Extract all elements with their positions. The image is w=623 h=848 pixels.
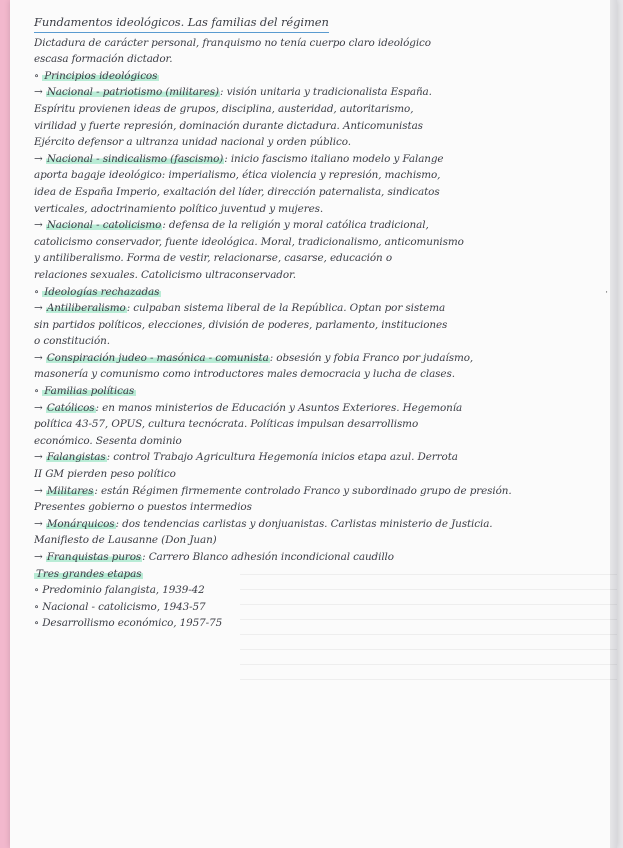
page-edge-shadow xyxy=(610,0,617,848)
familia-label: Falangistas xyxy=(46,451,106,464)
principio-text: Ejército defensor a ultranza unidad nacional y orden público. xyxy=(34,136,351,149)
familia-item: → Católicos: en manos ministerios de Educación y Asuntos Exteriores. Hegemonía xyxy=(34,401,463,414)
principio-label: Nacional - catolicismo xyxy=(46,219,162,232)
pink-background-edge xyxy=(0,0,10,848)
etapa-item: ∘ Nacional - catolicismo, 1943-57 xyxy=(34,600,206,613)
familia-item: → Franquistas puros: Carrero Blanco adhesión incondicional caudillo xyxy=(34,551,394,563)
rechazada-item: → Antiliberalismo: culpaban sistema liberal de la República. Optan por sistema xyxy=(34,302,446,315)
section-heading-etapas: Tres grandes etapas xyxy=(36,567,142,580)
rechazada-item: → Conspiración judeo - masónica - comunista: obsesión y fobia Franco por judaísmo, xyxy=(34,351,474,364)
familia-item: → Militares: están Régimen firmemente controlado Franco y subordinado grupo de presión. xyxy=(34,484,512,497)
familia-item: → Monárquicos: dos tendencias carlistas y donjuanistas. Carlistas ministerio de Justicia. xyxy=(34,517,493,530)
familia-item: → Falangistas: control Trabajo Agricultura Hegemonía inicios etapa azul. Derrota xyxy=(34,451,458,464)
rechazada-text: o constitución. xyxy=(34,335,110,348)
principio-item: → Nacional - catolicismo: defensa de la religión y moral católica tradicional, xyxy=(34,219,429,232)
principio-text: virilidad y fuerte represión, dominación durante dictadura. Anticomunistas xyxy=(34,119,423,132)
familia-text: económico. Sesenta dominio xyxy=(34,434,182,447)
familia-text: Presentes gobierno o puestos intermedios xyxy=(34,501,252,514)
rechazada-text: sin partidos políticos, elecciones, división de poderes, parlamento, instituciones xyxy=(34,318,448,331)
principio-text: aporta bagaje ideológico: imperialismo, ética violencia y represión, machismo, xyxy=(34,169,441,182)
etapa-item: ∘ Predominio falangista, 1939-42 xyxy=(34,584,205,597)
principio-text: Espíritu provienen ideas de grupos, disciplina, austeridad, autoritarismo, xyxy=(34,102,414,115)
principio-text: verticales, adoctrinamiento político juventud y mujeres. xyxy=(34,202,324,215)
principio-text: catolicismo conservador, fuente ideológica. Moral, tradicionalismo, anticomunismo xyxy=(34,235,464,248)
margin-mark: · xyxy=(605,288,608,298)
familia-label: Franquistas puros xyxy=(46,551,142,563)
intro-line: Dictadura de carácter personal, franquismo no tenía cuerpo claro ideológico xyxy=(34,36,431,49)
intro-line: escasa formación dictador. xyxy=(34,53,173,66)
principio-text: idea de España Imperio, exaltación del líder, dirección paternalista, sindicatos xyxy=(34,185,440,198)
principio-text: y antiliberalismo. Forma de vestir, relacionarse, casarse, educación o xyxy=(34,252,393,265)
familia-label: Católicos xyxy=(46,401,95,414)
notebook-page xyxy=(10,0,617,848)
principio-label: Nacional - sindicalismo (fascismo) xyxy=(46,152,224,165)
section-heading-familias: ∘ Familias políticas xyxy=(34,385,135,398)
familia-text: Manifiesto de Lausanne (Don Juan) xyxy=(34,534,217,547)
principio-text: relaciones sexuales. Catolicismo ultraconservador. xyxy=(34,268,296,281)
familia-text: II GM pierden peso político xyxy=(34,468,176,481)
rechazada-text: masonería y comunismo como introductores males democracia y lucha de clases. xyxy=(34,368,455,381)
rechazada-label: Conspiración judeo - masónica - comunista xyxy=(46,351,269,364)
principio-item: → Nacional - sindicalismo (fascismo): inicio fascismo italiano modelo y Falange xyxy=(34,152,444,165)
rechazada-label: Antiliberalismo xyxy=(46,302,126,315)
etapa-item: ∘ Desarrollismo económico, 1957-75 xyxy=(34,617,223,630)
handwritten-notes xyxy=(34,14,609,632)
principio-item: → Nacional - patriotismo (militares): visión unitaria y tradicionalista España. xyxy=(34,86,432,99)
familia-label: Militares xyxy=(46,484,94,497)
section-heading-principios: ∘ Principios ideológicos xyxy=(34,69,158,82)
page-title: Fundamentos ideológicos. Las familias del régimen xyxy=(34,14,329,33)
familia-label: Monárquicos xyxy=(46,517,115,530)
familia-text: política 43-57, OPUS, cultura tecnócrata. Políticas impulsan desarrollismo xyxy=(34,418,419,431)
section-heading-rechazadas: ∘ Ideologías rechazadas xyxy=(34,285,160,298)
principio-label: Nacional - patriotismo (militares) xyxy=(46,86,219,99)
